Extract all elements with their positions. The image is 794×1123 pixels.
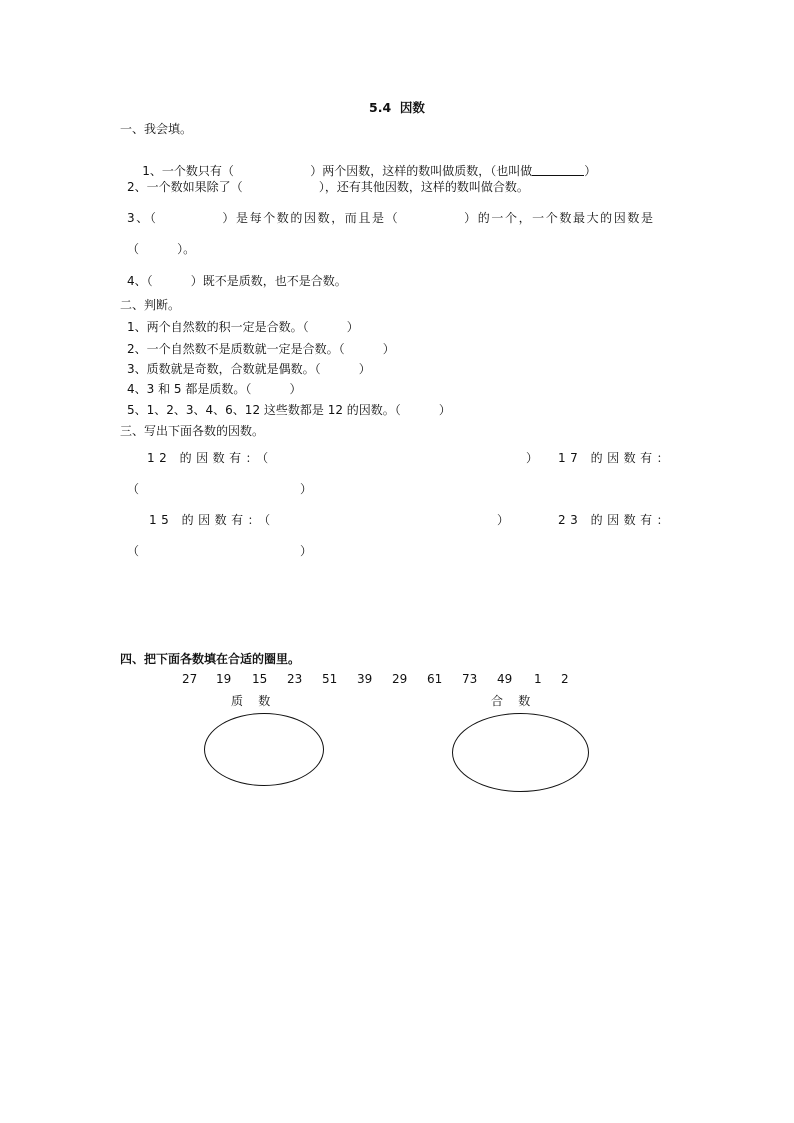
- judge-item: 5、1、2、3、4、6、12 这些数都是 12 的因数。（ ）: [127, 403, 451, 417]
- factors-23-label: 23 的因数有：: [558, 513, 674, 527]
- composite-label: 合 数: [491, 694, 531, 708]
- section-4-heading: 四、把下面各数填在合适的圈里。: [120, 652, 301, 666]
- factors-12-label: 12 的因数有：（: [147, 451, 273, 465]
- number-item: 39: [357, 672, 373, 686]
- factors-23-close: ）: [300, 544, 313, 558]
- judge-item: 3、质数就是奇数，合数就是偶数。（ ）: [127, 362, 371, 376]
- page-title: 5.4 因数: [369, 100, 425, 115]
- question-1-2: 2、一个数如果除了（ ），还有其他因数，这样的数叫做合数。: [127, 180, 529, 194]
- number-item: 51: [322, 672, 338, 686]
- number-item: 73: [462, 672, 478, 686]
- section-1-heading: 一、我会填。: [120, 122, 193, 136]
- number-item: 2: [561, 672, 569, 686]
- question-1-4: 4、（ ）既不是质数，也不是合数。: [127, 274, 347, 288]
- question-1-1-close: ）: [584, 164, 597, 178]
- composite-oval[interactable]: [452, 713, 589, 792]
- number-item: 15: [252, 672, 268, 686]
- section-2-heading: 二、判断。: [120, 298, 181, 312]
- factors-17-label: 17 的因数有：: [558, 451, 674, 465]
- factors-12-close: ）: [526, 451, 539, 465]
- number-item: 27: [182, 672, 198, 686]
- question-1-1-text: 1、一个数只有（ ）两个因数，这样的数叫做质数，（也叫做: [142, 164, 533, 178]
- question-1-3-cont: （ ）。: [127, 242, 196, 256]
- factors-17-close: ）: [300, 482, 313, 496]
- number-item: 23: [287, 672, 303, 686]
- factors-15-close: ）: [497, 513, 510, 527]
- number-item: 1: [534, 672, 542, 686]
- judge-item: 4、3 和 5 都是质数。（ ）: [127, 382, 302, 396]
- answer-blank: [532, 163, 584, 176]
- question-1-3: 3、（ ）是每个数的因数，而且是（ ）的一个，一个数最大的因数是: [127, 211, 655, 225]
- number-item: 29: [392, 672, 408, 686]
- judge-item: 2、一个自然数不是质数就一定是合数。（ ）: [127, 342, 395, 356]
- number-item: 49: [497, 672, 513, 686]
- section-3-heading: 三、写出下面各数的因数。: [120, 424, 265, 438]
- number-item: 19: [216, 672, 232, 686]
- prime-label: 质 数: [231, 694, 271, 708]
- factors-23-open: （: [127, 544, 140, 558]
- factors-15-label: 15 的因数有：（: [149, 513, 275, 527]
- prime-oval[interactable]: [204, 713, 324, 786]
- factors-17-open: （: [127, 482, 140, 496]
- number-item: 61: [427, 672, 443, 686]
- judge-item: 1、两个自然数的积一定是合数。（ ）: [127, 320, 359, 334]
